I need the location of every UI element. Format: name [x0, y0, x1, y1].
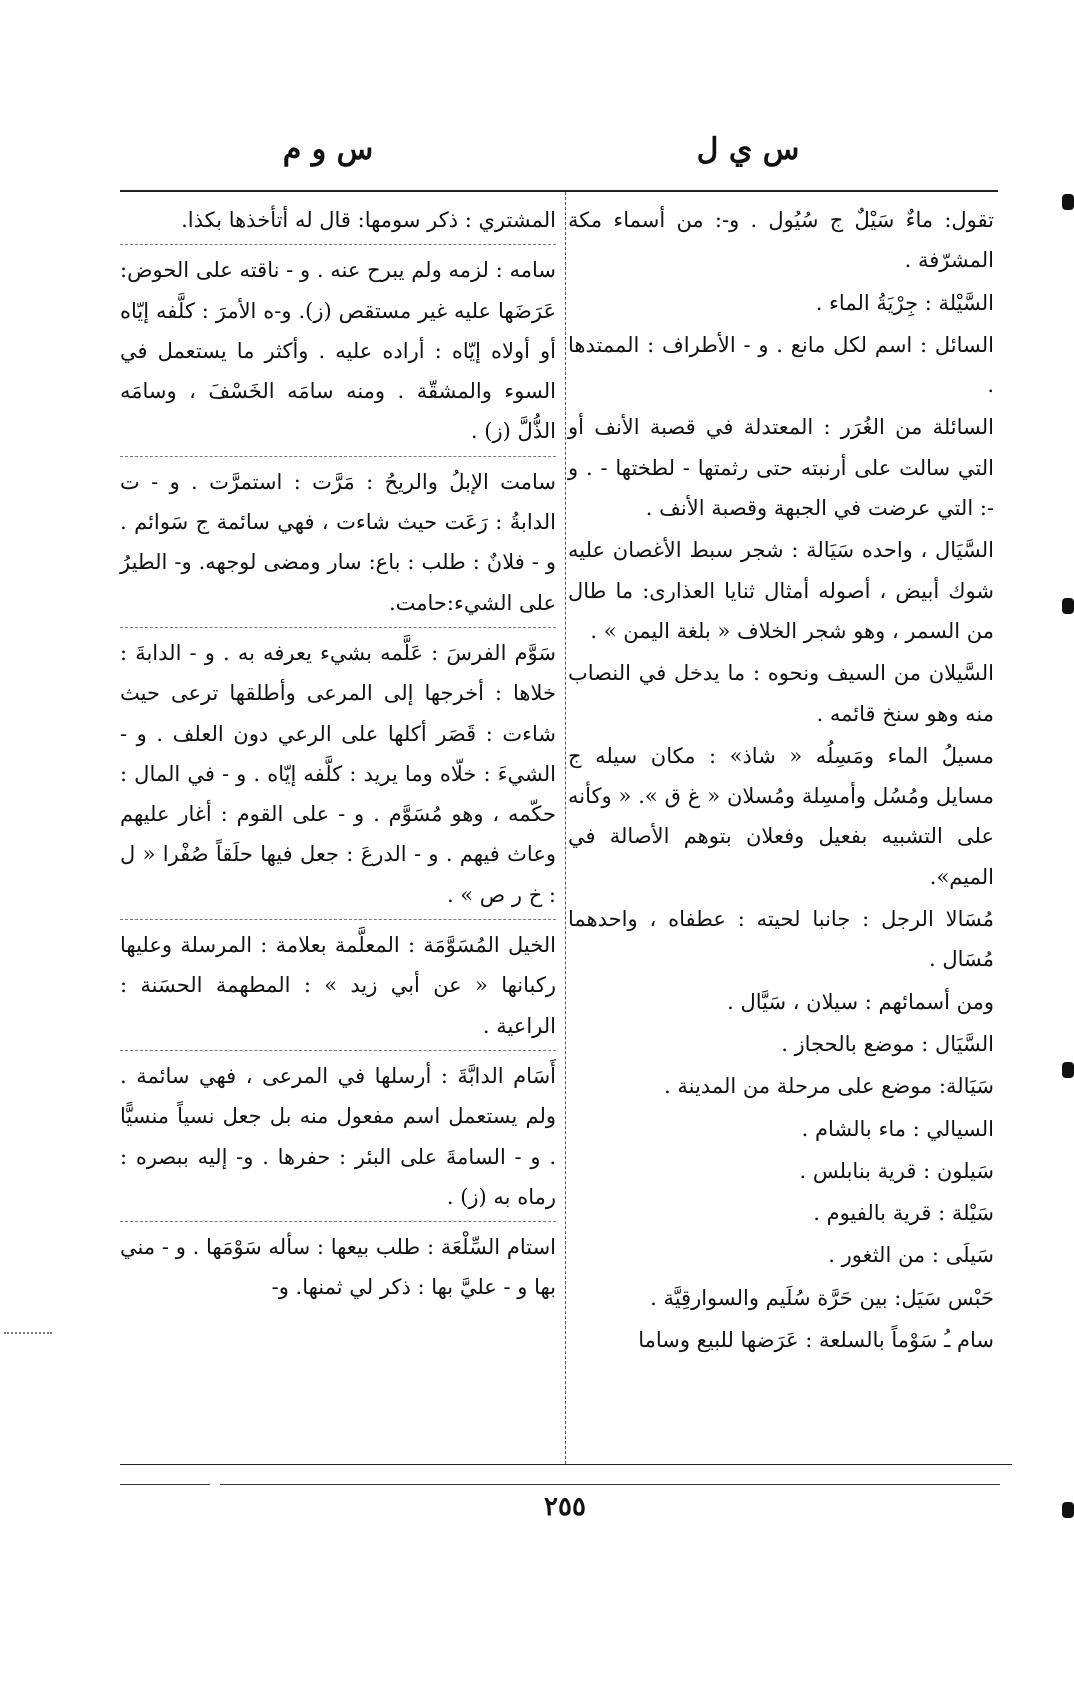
entry-separator — [120, 1050, 556, 1052]
footer-rule-long — [220, 1484, 1000, 1485]
left-column — [120, 200, 556, 1310]
entry-separator — [120, 456, 556, 458]
entry: استام السِّلْعَة : طلب بيعها : سأله سَوْمَها . و - مني بها و - عليَّ بها : ذكر لي ثمنها. و- — [120, 1235, 556, 1300]
binding-mark — [1062, 598, 1074, 614]
entry: ومن أسمائهم : سيلان ، سَيَّال . — [727, 989, 994, 1014]
binding-mark — [1062, 194, 1074, 210]
right-column — [568, 200, 994, 1362]
entry-separator — [120, 627, 556, 629]
entry: السَّيَال ، واحده سَيَالة : شجر سبط الأغصان عليه شوك أبيض ، أصوله أمثال ثنايا العذارى: ما طال من السمر ، وهو شجر الخلاف « بلغة اليمن » . — [568, 538, 994, 643]
binding-mark — [1062, 1502, 1074, 1518]
top-rule — [120, 190, 998, 192]
entry: السائلة من الغُرَر : المعتدلة في قصبة الأنف أو التي سالت على أرنبته حتى رثمتها - لطختها - . و -: التي عرضت في الجبهة وقصبة الأنف . — [568, 415, 994, 521]
entry: سام ـُ سَوْماً بالسلعة : عَرَضها للبيع وساما — [638, 1328, 994, 1353]
entry: أَسَام الدابَّةَ : أرسلها في المرعى ، فهي سائمة . ولم يستعمل اسم مفعول منه بل جعل نسياً منسيًّا . و - السامةَ على البئر : حفرها . و- إليه ببصره : رماه به (ز) . — [120, 1063, 556, 1209]
entry: تقول: ماءٌ سَيْلٌ ج سُيُول . و-: من أسماء مكة المشرّفة . — [568, 208, 994, 273]
entry: السيالي : ماء بالشام . — [801, 1116, 994, 1141]
entry: مُسَالا الرجل : جانبا لحيته : عطفاه ، واحدهما مُسَال . — [568, 907, 994, 972]
entry: سَيلَى : من الثغور . — [828, 1243, 994, 1268]
entry: سَوَّم الفرسَ : عَلَّمه بشيء يعرفه به . و - الدابةَ : خلاها : أخرجها إلى المرعى وأطلقها ترعى حيث شاءت : قَصَر أكلها على الرعي دون العلف . و - الشيءَ : خلّاه وما يريد : كلَّفه إيّاه . و - في المال : حكّمه ، وهو مُسَوَّم . و - على القوم : أغار عليهم وعاث فيهم . و - الدرعَ : جعل فيها حلَقاً صُفْرا « ل : خ ر ص » . — [120, 640, 556, 907]
entry: حَبْس سَيَل: بين حَرَّة سُلَيم والسوارقِيَّة . — [650, 1285, 994, 1310]
entry: سَيْلة : قرية بالفيوم . — [813, 1201, 994, 1226]
entry: سَيلون : قرية بنابلس . — [799, 1158, 994, 1183]
bottom-rule — [120, 1464, 1012, 1465]
entry: المشتري : ذكر سومها: قال له أتأخذها بكذا. — [181, 208, 556, 232]
entry: سامه : لزمه ولم يبرح عنه . و - ناقته على الحوض: عَرَضَها عليه غير مستقص (ز). و-ه الأمرَ : كلَّفه إيّاه أو أولاه إيّاه : أراده عليه . وأكثر ما يستعمل في السوء والمشقّة . ومنه سامَه الخَسْفَ ، وسامَه الذُّلَّ (ز) . — [120, 258, 556, 444]
entry: السائل : اسم لكل مانع . و - الأطراف : الممتدها . — [568, 332, 994, 398]
binding-mark — [1062, 1062, 1074, 1078]
header-root-right: س ي ل — [696, 132, 800, 167]
entry-separator — [120, 1221, 556, 1223]
header-root-left: س و م — [282, 132, 374, 167]
entry-separator — [120, 919, 556, 921]
entry: مسيلُ الماء ومَسِلُه « شاذ» : مكان سيله ج مسايل ومُسُل وأمسِلة ومُسلان « غ ق ». « وكأنه على التشبيه بفعيل وفعلان بتوهم الأصالة في الميم». — [568, 743, 994, 889]
scan-artifact — [4, 1332, 52, 1334]
footer-rule-short — [120, 1484, 210, 1485]
entry: السَّيلان من السيف ونحوه : ما يدخل في النصاب منه وهو سنخ قائمه . — [568, 661, 994, 726]
entry-separator — [120, 244, 556, 246]
page-number: ٢٥٥ — [544, 1492, 586, 1522]
column-divider — [565, 192, 566, 1464]
entry: السَّيْلة : جِرْيَةُ الماء . — [815, 290, 994, 315]
entry: سامت الإبلُ والريحُ : مَرَّت : استمرَّت . و - ت الدابةُ : رَعَت حيث شاءت ، فهي سائمة ج سَوائم . و - فلانٌ : طلب : باع: سار ومضى لوجهه. و- الطيرُ على الشيء:حامت. — [120, 469, 556, 615]
entry: السَّيَال : موضع بالحجاز . — [781, 1031, 994, 1056]
entry: سَيَالة: موضع على مرحلة من المدينة . — [664, 1074, 994, 1099]
entry: الخيل المُسَوَّمَة : المعلَّمة بعلامة : المرسلة وعليها ركبانها « عن أبي زيد » : المطهمة الحسَنة : الراعية . — [120, 933, 556, 1038]
